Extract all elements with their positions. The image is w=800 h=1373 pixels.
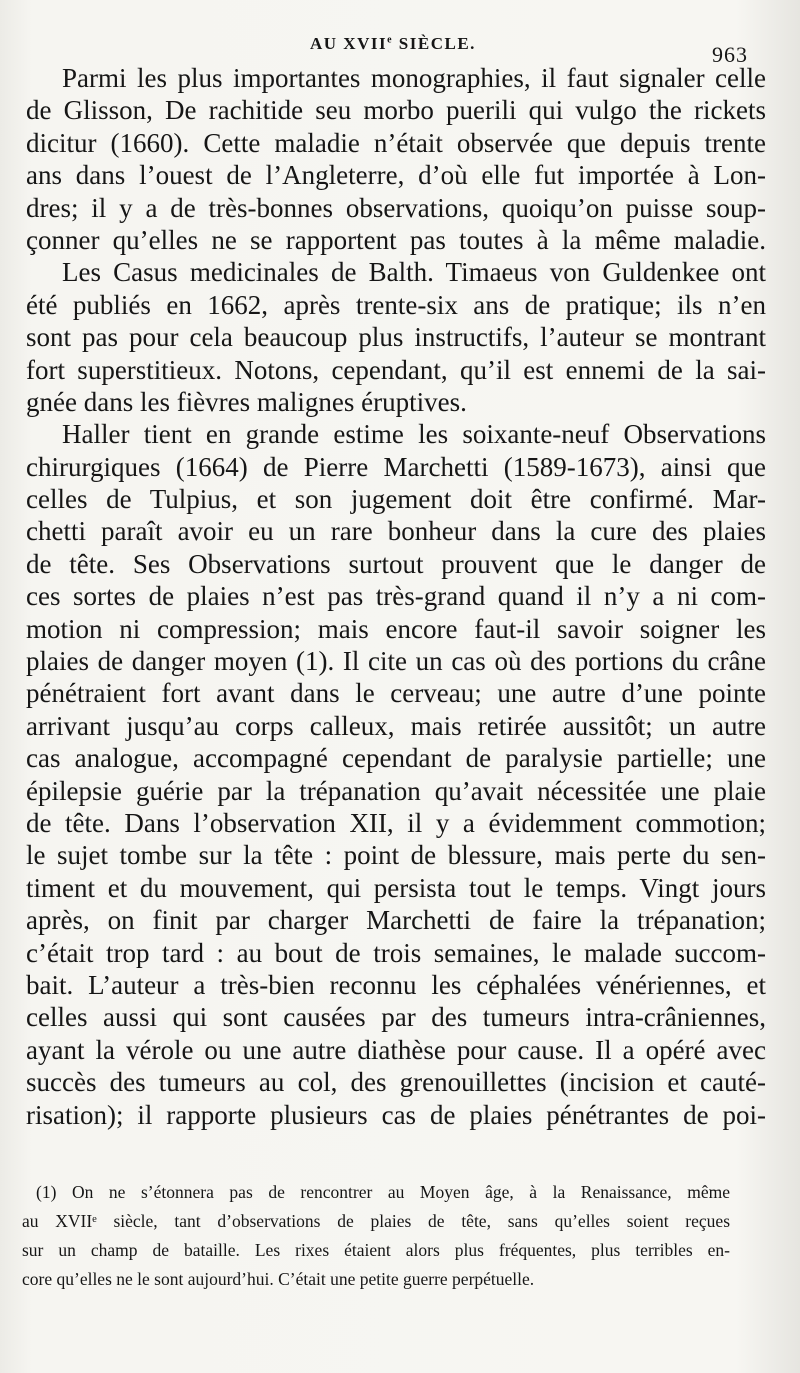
footnote-line: sur un champ de bataille. Les rixes étaient alors plus fréquentes, plus terribles en- xyxy=(22,1240,730,1260)
text-line: motion ni compression; mais encore faut-il savoir soigner les xyxy=(26,613,766,644)
text-line: gnée dans les fièvres malignes éruptives. xyxy=(26,386,467,417)
text-line: dres; il y a de très-bonnes observations, quoiqu’on puisse soup- xyxy=(26,192,766,223)
footnote-line: core qu’elles ne le sont aujourd’hui. C’était une petite guerre perpétuelle. xyxy=(22,1269,535,1289)
text-line: chetti paraît avoir eu un rare bonheur dans la cure des plaies xyxy=(26,516,766,547)
text-line: celles aussi qui sont causées par des tumeurs intra-crâniennes, xyxy=(26,1002,766,1033)
footnote-line: au XVIIᵉ siècle, tant d’observations de plaies de tête, sans qu’elles soient reçues xyxy=(22,1211,730,1231)
footnote-line: (1) On ne s’étonnera pas de rencontrer au Moyen âge, à la Renaissance, même xyxy=(36,1182,730,1202)
text-line: timent et du mouvement, qui persista tout le temps. Vingt jours xyxy=(26,872,766,903)
text-line: épilepsie guérie par la trépanation qu’avait nécessitée une plaie xyxy=(26,775,766,806)
text-line: c’était trop tard : au bout de trois semaines, le malade succom- xyxy=(26,937,766,968)
text-line: le sujet tombe sur la tête : point de blessure, mais perte du sen- xyxy=(26,840,766,871)
text-line: ayant la vérole ou une autre diathèse pour cause. Il a opéré avec xyxy=(26,1034,766,1065)
text-line: fort superstitieux. Notons, cependant, qu’il est ennemi de la sai- xyxy=(26,354,766,385)
text-line: ces sortes de plaies n’est pas très-grand quand il n’y a ni com- xyxy=(26,581,766,612)
text-line: pénétraient fort avant dans le cerveau; une autre d’une pointe xyxy=(26,678,766,709)
footnotes xyxy=(22,1178,730,1294)
text-line: sont pas pour cela beaucoup plus instructifs, l’auteur se montrant xyxy=(26,322,766,353)
text-line: çonner qu’elles ne se rapportent pas toutes à la même maladie. xyxy=(26,224,766,255)
text-line: dicitur (1660). Cette maladie n’était observée que depuis trente xyxy=(26,127,766,158)
text-line: cas analogue, accompagné cependant de paralysie partielle; une xyxy=(26,743,766,774)
text-line: succès des tumeurs au col, des grenouillettes (incision et cauté- xyxy=(26,1067,766,1098)
text-line: bait. L’auteur a très-bien reconnu les céphalées vénériennes, et xyxy=(26,969,766,1000)
text-line: chirurgiques (1664) de Pierre Marchetti (1589-1673), ainsi que xyxy=(26,451,766,482)
text-line: après, on finit par charger Marchetti de faire la trépanation; xyxy=(26,905,766,936)
text-line: Les Casus medicinales de Balth. Timaeus von Guldenkee ont xyxy=(62,257,766,288)
text-line: de tête. Dans l’observation XII, il y a évidemment commotion; xyxy=(26,807,766,838)
text-line: Haller tient en grande estime les soixante-neuf Observations xyxy=(62,419,766,450)
text-line: celles de Tulpius, et son jugement doit être confirmé. Mar- xyxy=(26,484,766,515)
text-line: ans dans l’ouest de l’Angleterre, d’où elle fut importée à Lon- xyxy=(26,160,766,191)
text-line: plaies de danger moyen (1). Il cite un cas où des portions du crâne xyxy=(26,646,766,677)
text-line: de tête. Ses Observations surtout prouvent que le danger de xyxy=(26,548,766,579)
running-head: AU XVIIe SIÈCLE. xyxy=(310,34,476,53)
text-line: Parmi les plus importantes monographies, il faut signaler celle xyxy=(62,63,766,93)
body-text xyxy=(26,62,766,1131)
text-line: risation); il rapporte plusieurs cas de plaies pénétrantes de poi- xyxy=(26,1099,766,1130)
text-line: de Glisson, De rachitide seu morbo puerili qui vulgo the rickets xyxy=(26,95,766,126)
text-line: été publiés en 1662, après trente-six ans de pratique; ils n’en xyxy=(26,289,766,320)
page-number: 963 xyxy=(712,42,748,67)
text-line: arrivant jusqu’au corps calleux, mais retirée aussitôt; un autre xyxy=(26,710,766,741)
